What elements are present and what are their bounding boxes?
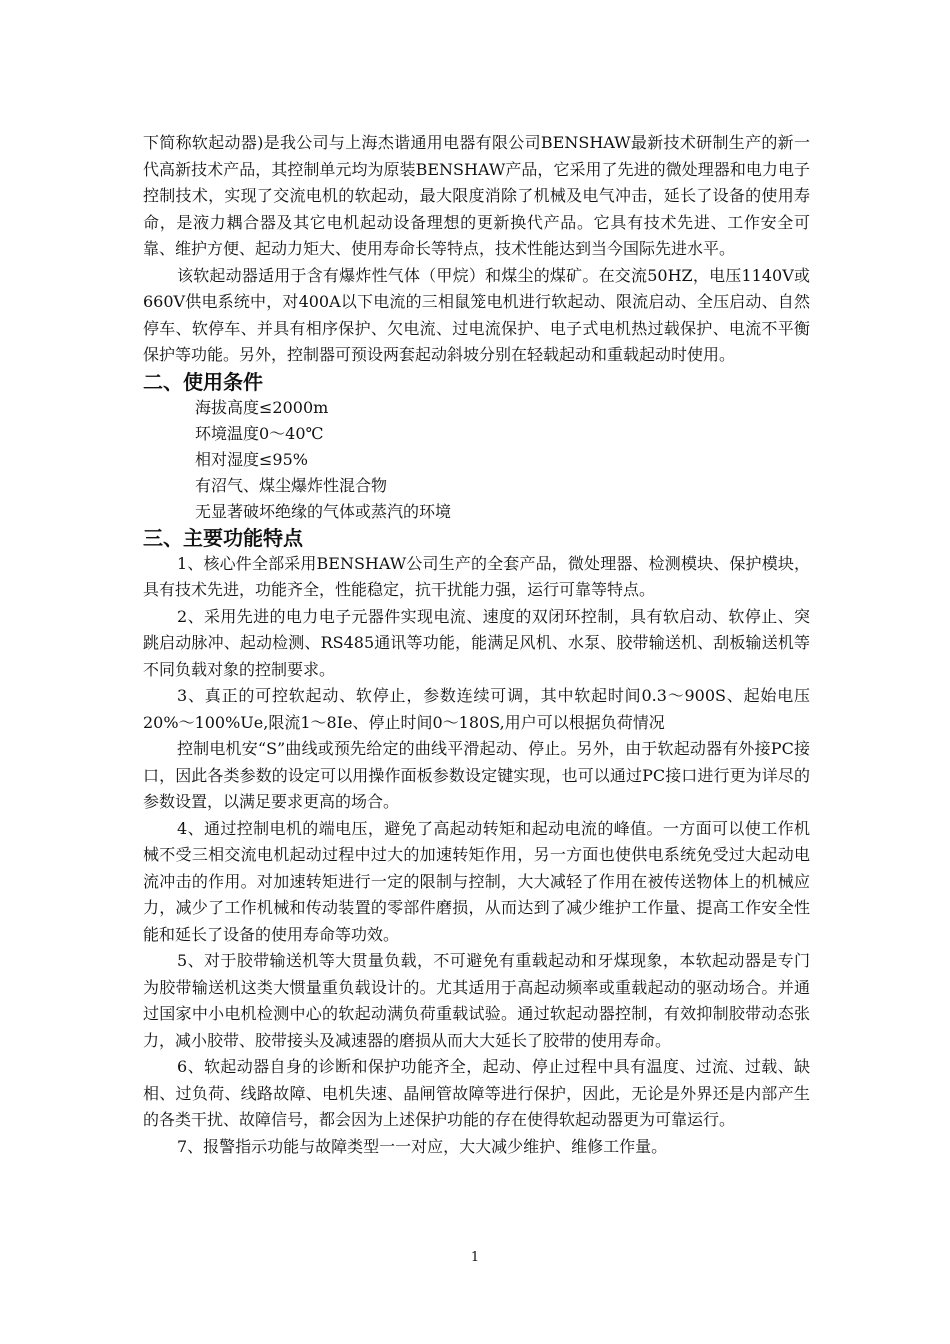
feature-paragraph-2: 2、采用先进的电力电子元器件实现电流、速度的双闭环控制，具有软启动、软停止、突跳启动脉冲、起动检测、RS485通讯等功能，能满足风机、水泵、胶带输送机、刮板输送机等不同负载对象的控制要求。 [143,606,810,679]
intro-paragraph-1: 下简称软起动器)是我公司与上海杰谐通用电器有限公司BENSHAW最新技术研制生产的新一代高新技术产品，其控制单元均为原装BENSHAW产品，它采用了先进的微处理器和电力电子控制技术，实现了交流电机的软起动，最大限度消除了机械及电气冲击，延长了设备的使用寿命，是液力耦合器及其它电机起动设备理想的更新换代产品。它具有技术先进、工作安全可靠、维护方便、起动力矩大、使用寿命长等特点，技术性能达到当今国际先进水平。 [143,133,810,258]
document-body [143,130,810,1160]
condition-temperature: 环境温度0～40℃ [195,423,324,443]
section-heading-features: 三、主要功能特点 [143,525,303,550]
section-heading-conditions: 二、使用条件 [143,369,263,394]
feature-paragraph-3: 3、真正的可控软起动、软停止，参数连续可调，其中软起时间0.3～900S、起始电压20%～100%Ue,限流1～8Ie、停止时间0～180S,用户可以根据负荷情况 [143,686,810,732]
feature-paragraph-1: 1、核心件全部采用BENSHAW公司生产的全套产品，微处理器、检测模块、保护模块，具有技术先进，功能齐全，性能稳定，抗干扰能力强，运行可靠等特点。 [143,553,810,599]
condition-altitude: 海拔高度≤2000m [195,397,329,417]
condition-humidity: 相对湿度≤95% [195,449,308,469]
intro-paragraph-2: 该软起动器适用于含有爆炸性气体（甲烷）和煤尘的煤矿。在交流50HZ，电压1140V或660V供电系统中，对400A以下电流的三相鼠笼电机进行软起动、限流启动、全压启动、自然停车、软停车、并具有相序保护、欠电流、过电流保护、电子式电机热过载保护、电流不平衡保护等功能。另外，控制器可预设两套起动斜坡分别在轻载起动和重载起动时使用。 [143,265,810,364]
feature-paragraph-7: 7、报警指示功能与故障类型一一对应，大大减少维护、维修工作量。 [177,1136,668,1156]
feature-paragraph-3-continued: 控制电机安“S”曲线或预先给定的曲线平滑起动、停止。另外，由于软起动器有外接PC接口，因此各类参数的设定可以用操作面板参数设定键实现，也可以通过PC接口进行更为详尽的参数设置，以满足要求更高的场合。 [143,739,810,811]
feature-paragraph-5: 5、对于胶带输送机等大贯量负载，不可避免有重载起动和牙煤现象，本软起动器是专门为胶带输送机这类大惯量重负载设计的。尤其适用于高起动频率或重载起动的驱动场合。并通过国家中小电机检测中心的软起动满负荷重载试验。通过软起动器控制，有效抑制胶带动态张力，减小胶带、胶带接头及减速器的磨损从而大大延长了胶带的使用寿命。 [143,951,810,1050]
page-number: 1 [470,1250,480,1265]
feature-paragraph-6: 6、软起动器自身的诊断和保护功能齐全，起动、停止过程中具有温度、过流、过载、缺相、过负荷、线路故障、电机失速、晶闸管故障等进行保护，因此，无论是外界还是内部产生的各类干扰、故障信号，都会因为上述保护功能的存在使得软起动器更为可靠运行。 [143,1057,810,1129]
feature-paragraph-4: 4、通过控制电机的端电压，避免了高起动转矩和起动电流的峰值。一方面可以使工作机械不受三相交流电机起动过程中过大的加速转矩作用，另一方面也使供电系统免受过大起动电流冲击的作用。对加速转矩进行一定的限制与控制，大大减轻了作用在被传送物体上的机械应力，减少了工作机械和传动装置的零部件磨损，从而达到了减少维护工作量、提高工作安全性能和延长了设备的使用寿命等功效。 [143,818,810,944]
condition-environment: 无显著破坏绝缘的气体或蒸汽的环境 [195,501,452,521]
condition-explosive-mixture: 有沼气、煤尘爆炸性混合物 [195,475,388,495]
